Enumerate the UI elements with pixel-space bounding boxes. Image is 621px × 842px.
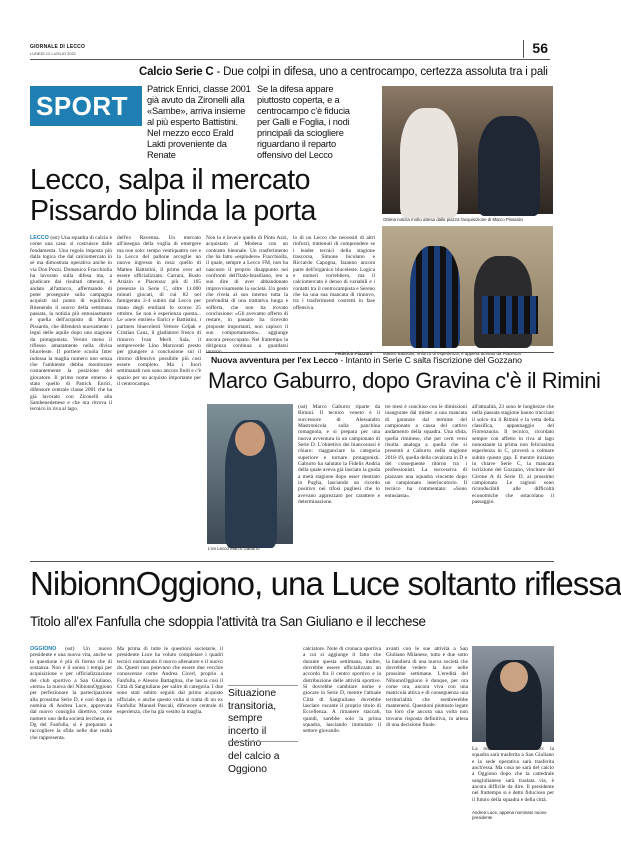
photo2-credit: Federico Piazzoni [335, 351, 373, 356]
player-figure [400, 108, 458, 218]
story3-col-3: calciatore. Note di cronaca sportiva a cui si aggiunge il fatto che durante questa settimana, inoltre, dovrebbe essere ufficializzato un accordo fra il centro sportivo e la distribuzione delle attività sportive. Si dovrebbe cambiare nome e giocare in Serie D, mentre l'attuale Città di Sangiuliano dovrebbe lasciare vacante il proprio titolo di Eccellenza. A rimanere staccati, quindi, sarebbe solo la prima squadra, lasciando immutato il settore giovanile. [303, 646, 381, 735]
pullquote-rule-bottom [228, 741, 298, 742]
story2-kicker: Nuova avventura per l'ex Lecco [211, 355, 339, 365]
photo2-caption: Matteo Battistini, rinforzo di esperienza, e appena arrivato da Piacenza [383, 351, 521, 356]
story2-col-1: (sst) Marco Gaburro riparte da Rimini. Il tecnico veneto è il successore di Alessandro Mastronicola sulla panchina romagnola, e si prepara per una nuova avventura in un campionato di Serie D. L'obiettivo dei biancorossi è chiaro: riagganciare la categoria superiore e tornare protagonisti. Gaburro ha salutato la Fidelis Andria della quale aveva già lasciato la guida a metà stagione dopo esser rientrato in Puglia, lasciando un ricordo positivo nei tifosi pugliesi che lo avevano apprezzato per carattere e determinazione. [298, 404, 380, 506]
topic-text: - Due colpi in difesa, uno a centrocampo, certezza assoluta tra i pali [213, 66, 548, 78]
official-figure [478, 116, 540, 216]
story1-lead-1: Patrick Enrici, classe 2001 già avuto da Zironelli alla «Sambe», arriva insieme al più esperto Battistini. Nel mezzo ecco Erald Lakti proveniente da Renate [147, 84, 251, 160]
story3-headline: NibionnOggiono, una Luce soltanto riflessa [30, 565, 621, 602]
photo-battistini [382, 226, 553, 346]
story1-col-2: dell'ex Ravenna. Un mercato all'insegna della voglia di emergere ma non solo: tempo ventiquattro ore e la Lecco del pallone accoglie un nuovo ingresso in rosa: quello di Matteo Battistini, il primo over ad essere ufficializzato. Carrara, Busto Arsizio e Piacenza: più di 165 presenze in Serie C, oltre 11.000 minuti giocati, di cui 82 nel famigerato 2-4 subito dal Lecco per mano degli emiliani lo scorso 25 ottobre. Se non è esperienza questa... Le «new entries» Enrici e Battistini, i partners bluecelesti Vettore Celjak e Cristian Cauz, il gladiatore fresco di rinnovo Ivan Merli Sala, il sempreverde Lino Marzorati presto per giungere a conclusione sui il ritorno difensivo possibile più così essere completo. Ma i fuori settimanali non sono ancora finiti e c'è spazio per un acquisto importante per il centrocampo. [117, 235, 201, 387]
story3-credit-code: (sst) [65, 646, 75, 652]
story1-col-4: lo di un Lecco che necessiti di altri rinforzi, trattenuti di comprendere se i leader tecnici della stagione trascorsa, Simone Iocolano e Riccardo Capogna, faranno ancora parte dell'organico bluceleste. Logica e numeri vorrebbero, ma il calciomercato è denso di variabili e i contatti tra il centrocampista e Sereno che ha una sua mancata di rinnovo, tra i trasferimenti costretti in fase offensiva. [293, 235, 375, 311]
story1-headline-1: Lecco, salpa il mercato [30, 164, 310, 196]
page-number: 56 [523, 40, 548, 58]
story3-top-rule [30, 561, 554, 562]
story1-credit-code: (sst) [50, 235, 60, 241]
story2-kicker-line: Nuova avventura per l'ex Lecco - Intanto in Serie C salta l'iscrizione del Gozzano [211, 355, 522, 365]
story3-subhead: Titolo all'ex Fanfulla che sdoppia l'attività tra San Giuliano e il lecchese [30, 614, 426, 629]
section-label: SPORT [30, 86, 142, 126]
photo-luce [472, 646, 554, 742]
story2-col-3: all'attualità, 23 sono le lunghezze che nella passata stagione hanno tracciato il solco tra il Rimini e la vetta della classifica, appannaggio del Fiorenzuola. Il tecnico, ricordato sempre con affetto in riva al lago nonostante la prima non felicissima esperienza in C, proverà a colmare subito questo gap. E mentre iniziano in chiave Serie C, la mancata iscrizione del Gozzano, vincitore del Girone A di Serie D, al prossimo campionato. Le ragioni sono riconducibili alle difficoltà economiche che ostacolano il passaggio. [472, 404, 554, 506]
story3-photo-caption: Andrea Luce, appena nominato nuovo presidente [472, 810, 547, 820]
photo-gaburro [207, 404, 293, 544]
story1-col-1: LECCO (sst) Una squadra di calcio è come una casa: si costruisce dalle fondamenta. Una regola imposta più dalla logica che dal calciomercato in sé ma dimostrata operativa anche in via Don Pozzi. Domenico Fracchiolla ha lavorato sulla difesa ma, a giudicare dai risultati ottenuti, è andato all'attacco, affermando di poter proseguire sulla campagna acquisti sul punto di equilibrio. Ritenendo il nuovo della settimana passata, la notizia più entusiasmante è quella dell'acquisto di Marco Pissardo, che difenderà nuovamente i legni delle aquile dopo una stagione da protagonista. Veruto meno il riflesso amaramente nella divisa bluceleste. Il portiere scuola Inter indossa la maglia numero uno senza che l'ambiente debba monitorare costantemente la posizione del giocatore. Il primo nome emerso è stato quello di Patrick Enrici, difensore centrale classe 2001 che ha già lavorato con Zironelli alla Sambenedettese e che ora ritrova il tecnico in riva al lago. [30, 235, 112, 413]
story3-col-4: avanti con le sue attività a San Giuliano Milanese, tutto e due sotto la bandiera di una nuova società che dovrebbe vedere la luce nelle prossime settimane. L'eredità del NibionnOggiono è dunque, per ora come ora, ancora viva con una matricola attiva e di conseguenza una territorialità che sembrerebbe mantenersi. Questioni piuttosto legate tra loro che ancora una volta non trovano risposta definitiva, in attesa di una decisione finale. [386, 646, 468, 729]
story2-photo-caption: L'ex Lecco Marco Gaburro [208, 546, 260, 551]
story3-dropcap: OGGIONO [30, 646, 57, 652]
story2-col-2: tre mesi è concluso con le dimissioni inaugurate dal mister a una mancata di garanzie dal termine del campionato a causa del cattivo andamento della squadra. Una sfida, quella riminese, che per certi versi risulta analoga a quella che si presentò a Gaburro nella stagione 2018-19, quella della cavalcata in D e del conseguente ritorno tra i professionisti. La successiva di piazzare una squadra vincente dopo un campionato interlocutorio. Il tecnico ha commentato: «Sono entusiasta». [385, 404, 467, 499]
story3-col-5: La realtà racconta tutt'altro: la squadra sarà trasferita a San Giuliano e la sede operativa sarà trasferita anch'essa. Ma cosa ne sarà del calcio a Oggiono dopo che la cattedrale sangiulianese sarà traslata via, è ancora difficile da dire. Il presidente nel frattempo si è detto fiducioso per il futuro della squadra e della città. [472, 746, 554, 803]
story1-headline-2: Pissardo blinda la porta [30, 195, 316, 227]
story2-top-rule [206, 352, 554, 353]
issue-date: LUNEDÌ 12 LUGLIO 2021 [30, 51, 77, 56]
page-header [30, 38, 550, 60]
story2-credit-code: (sst) [298, 404, 308, 410]
photo-pissardo [382, 86, 553, 214]
photo1-caption: Ottima notizia molto attesa dalla piazza l'acquisizione di Marco Pissardo [383, 217, 523, 222]
pullquote-rule-top [228, 685, 298, 686]
story1-dropcap: LECCO [30, 235, 49, 241]
jersey [482, 296, 538, 334]
president-face [500, 662, 528, 692]
story1-col-3: Non lo è invece quello di Pinto Azzi, acquistato al Modena con un contratto biennale. Un trasferimento che ha fatto «esplodere» Fracchiolla, il quale, sempre a Lecco FM, non ha nascosto il proprio disappunto nei confronti dell'Italo-brasiliano, reo a suo dire di aver abbandonato improvvisamente la società. Un gesto che rivela al suo interno tutta la profondità di una trattativa lunga e sofferta, che non ha trovato conclusione: «Gli avevamo offerto di restare, in passato ha ricevuto proposte importanti, non capisco il suo comportamento», aggiunge ancora preoccupato. Nel frattempo la dirigenza continua a guardarsi intorno. [206, 235, 288, 356]
topic-kicker: Calcio Serie C [139, 66, 214, 78]
masthead: GIORNALE DI LECCO [30, 44, 86, 50]
story1-lead-2: Se la difesa appare piuttosto coperta, e a centrocampo c'è fiducia per Galli e Foglia, i nodi principali da sciogliere riguardano il reparto offensivo del Lecco [257, 84, 350, 160]
story2-headline: Marco Gaburro, dopo Gravina c'è il Rimini [208, 368, 601, 393]
coach-face [235, 422, 265, 456]
story3-col-2: Ma prima di tutte le questioni societarie, il presidente Luce ha voluto completare i quadri tecnici nominando il nuovo allenatore e il nuovo ds. Questi non potevano che essere due vecchie conoscenze come Andrea Cicerl, proprio a Fanfulla, e Alessio Battaglina, che lascia così il Città di Sangiuliano per salire di categoria. I due sono stati subito seguiti dal primo acquisto ufficiale, e anche questo volta si tratta di un ex Fanfulla: Manuel Pascali, difensore centrale di esperienza, che ha già vestito la maglia. [117, 646, 223, 716]
story3-pullquote: Situazione transitoria, sempre incerto il destino del calcio a Oggiono [228, 688, 280, 775]
player-figure [410, 246, 460, 348]
story3-col-1: OGGIONO (sst) Un nuovo presidente e una nuova vita, anche se la questione è più di forma che di sostanza. Non è il sonno i tempi per acquisizione e per ufficializzazione del club sportivo a San Giuliano, «terra» la nuova del NibionnOggiono per perfezionare la partecipazione alla prossima Serie D, e così dopo la nomina di Andrea Luce, approvata dal nuovo consiglio direttivo, come numero uno della società leccheze, ex Dg del Fanfulla, si è preparato a raccogliere la sfida nelle due realtà che rappresenta. [30, 646, 112, 741]
topic-line [139, 66, 548, 78]
